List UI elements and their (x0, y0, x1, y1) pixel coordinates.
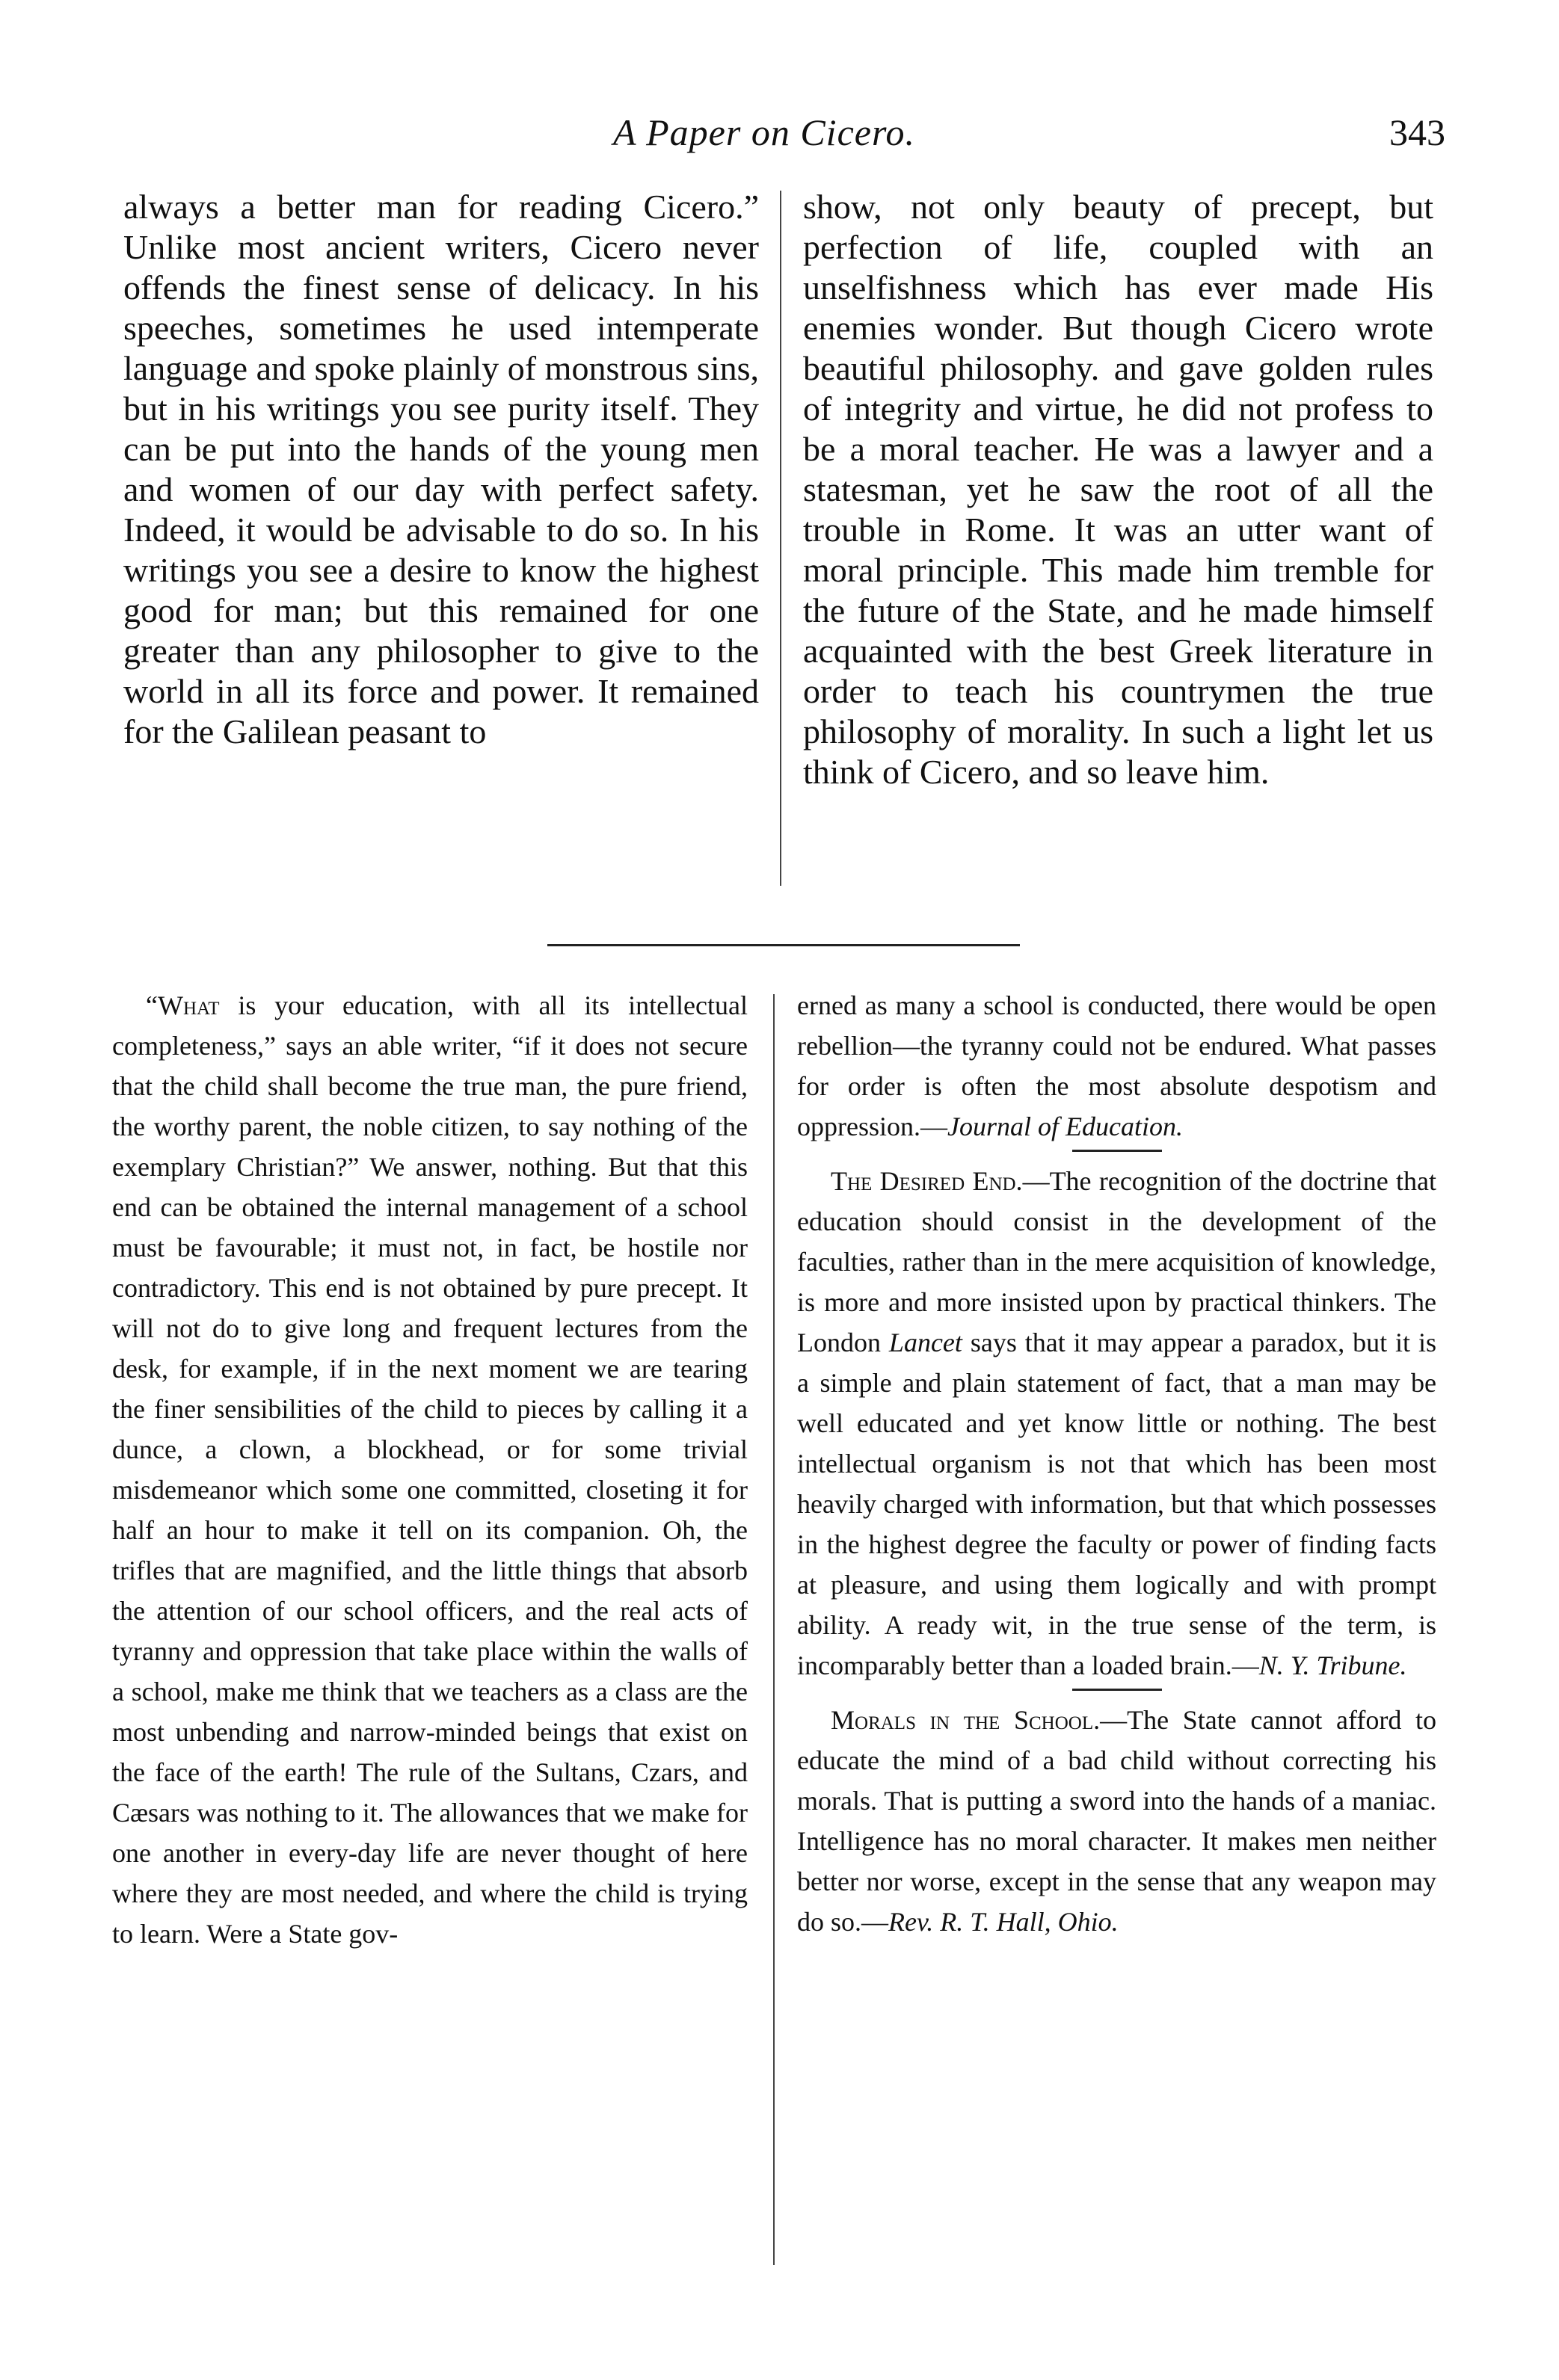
lead-word: “What (146, 990, 220, 1020)
essay-right-column (803, 187, 1433, 792)
desired-end-heading: The Desired End. (831, 1166, 1023, 1196)
education-article-text: is your education, with all its intellectual completeness,” says an able writer, “if it does not secure that the child shall become the true man, the pure friend, the worthy parent, the noble citizen, to say nothing of the exemplary Christian?” We answer, nothing. But that this end can be obtained the internal management of a school must be favourable; it must not, in fact, be hostile nor contradictory. This end is not obtained by pure precept. It will not do to give long and frequent lectures from the desk, for example, if in the next moment we are tearing the finer sensibilities of the child to pieces by calling it a dunce, a clown, a blockhead, or for some trivial misdemeanor which some one committed, closeting it for half an hour to make it tell on its companion. Oh, the trifles that are magnified, and the little things that absorb the attention of our school officers, and the real acts of tyranny and oppression that take place within the walls of a school, make me think that we teachers as a class are the most unbending and narrow-minded beings that exist on the face of the earth! The rule of the Sultans, Czars, and Cæsars was nothing to it. The allowances that we make for one another in every-day life are never thought of here where they are most needed, and where the child is trying to learn. Were a State gov- (112, 990, 748, 1949)
morals-heading: Morals in the School. (831, 1705, 1101, 1735)
short-divider (1072, 1150, 1162, 1152)
essay-left-paragraph: always a better man for reading Cicero.” Unlike most ancient writers, Cicero never offends the finest sense of delicacy. In his speeches, sometimes he used intemperate language and spoke plainly of monstrous sins, but in his writings you see purity itself. They can be put into the hands of the young men and women of our day with perfect safety. Indeed, it would be advisable to do so. In his writings you see a desire to know the highest good for man; but this remained for one greater than any philosopher to give to the world in all its force and power. It remained for the Galilean peasant to (123, 188, 759, 750)
education-article (112, 985, 748, 1954)
continuation-paragraph: erned as many a school is conducted, there would be open rebellion—the tyranny could not be endured. What passes for order is often the most absolute despotism and oppression.—Journal of Education. (797, 990, 1436, 1141)
essay-right-paragraph: show, not only beauty of precept, but perfection of life, coupled with an unselfishness which has ever made His enemies wonder. But though Cicero wrote beautiful philosophy. and gave golden rules of integrity and virtue, he did not profess to be a moral teacher. He was a lawyer and a statesman, yet he saw the root of all the trouble in Rome. It was an utter want of moral principle. This made him tremble for the future of the State, and he made himself acquainted with the best Greek literature in order to teach his countrymen the true philosophy of morality. In such a light let us think of Cicero, and so leave him. (803, 188, 1433, 791)
desired-end-paragraph: The Desired End.—The recognition of the doctrine that education should consist in the development of the faculties, rather than in the mere acquisition of knowledge, is more and more insisted upon by practical thinkers. The London Lancet says that it may appear a paradox, but it is a simple and plain statement of fact, that a man may be well educated and yet know little or nothing. The best intellectual organism is not that which has been most heavily charged with information, but that which possesses in the highest degree the faculty or power of finding facts at pleasure, and using them logically and with prompt ability. A ready wit, in the true sense of the term, is incomparably better than a loaded brain.—N. Y. Tribune. (797, 1166, 1436, 1680)
morals-paragraph: Morals in the School.—The State cannot afford to educate the mind of a bad child without correcting his morals. That is putting a sword into the hands of a maniac. Intelligence has no moral character. It makes men neither better nor worse, except in the sense that any weapon may do so.—Rev. R. T. Hall, Ohio. (797, 1705, 1436, 1937)
notes-right-column (797, 985, 1436, 1942)
running-title: A Paper on Cicero. (613, 111, 916, 153)
short-divider (1072, 1689, 1162, 1691)
essay-left-column (123, 187, 759, 752)
notes-left-column (112, 985, 748, 1954)
section-divider (547, 944, 1020, 946)
page-number: 343 (1389, 111, 1445, 153)
source-citation: N. Y. Tribune. (1258, 1650, 1407, 1680)
lancet-title: Lancet (888, 1328, 962, 1357)
source-citation: Journal of Education. (947, 1112, 1183, 1141)
source-citation: Rev. R. T. Hall, Ohio. (888, 1907, 1119, 1937)
column-divider-lower (773, 994, 775, 2265)
column-divider (780, 191, 781, 886)
page-header (0, 111, 1559, 170)
